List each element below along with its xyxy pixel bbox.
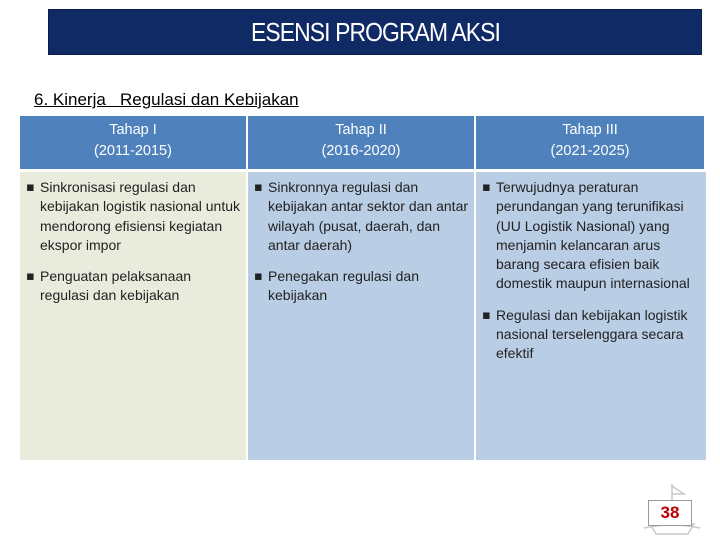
stage-3-item-text: ▪ Regulasi dan kebijakan logistik nasional terselenggara secara efektif [496,306,688,362]
column-header-3-period: (2021-2025) [550,143,630,159]
stage-1-item-text: ▪ Penguatan pelaksanaan regulasi dan kebijakan [40,268,192,304]
stage-3-item-text: ▪ Terwujudnya peraturan perundangan yang terunifikasi (UU Logistik Nasional) yang menjamin kelancaran arus barang secara efisien baik domestik maupun internasional [496,179,690,292]
stage-2-item [254,267,470,306]
page-number: 38 [648,500,692,526]
title-banner [48,9,702,55]
column-header-2-label: Tahap II [335,122,387,138]
stage-2-item [254,178,470,255]
column-header-1-label: Tahap I [109,122,157,138]
column-header-3 [476,116,706,172]
column-header-2 [248,116,476,172]
stage-2-item-text: ▪ Penegakan regulasi dan kebijakan [268,268,420,304]
stages-table [20,116,706,460]
stage-2-item-text: ▪ Sinkronnya regulasi dan kebijakan antar sektor dan antar wilayah (pusat, daerah, dan antar daerah) [268,179,469,253]
column-header-1 [20,116,248,172]
slide-title: ESENSI PROGRAM AKSI [250,16,500,47]
stage-3-cell [476,172,706,460]
stage-2-cell [248,172,476,460]
section-heading: 6. Kinerja Regulasi dan Kebijakan [34,90,299,109]
column-header-2-period: (2016-2020) [321,143,401,159]
column-header-3-label: Tahap III [562,122,618,138]
stage-1-item [26,178,242,255]
stage-3-item [482,178,702,294]
stage-1-cell [20,172,248,460]
stage-3-item [482,306,702,364]
column-header-1-period: (2011-2015) [94,143,172,159]
stage-1-item [26,267,242,306]
stage-1-item-text: ▪ Sinkronisasi regulasi dan kebijakan logistik nasional untuk mendorong efisiensi kegiatan ekspor impor [40,179,241,253]
